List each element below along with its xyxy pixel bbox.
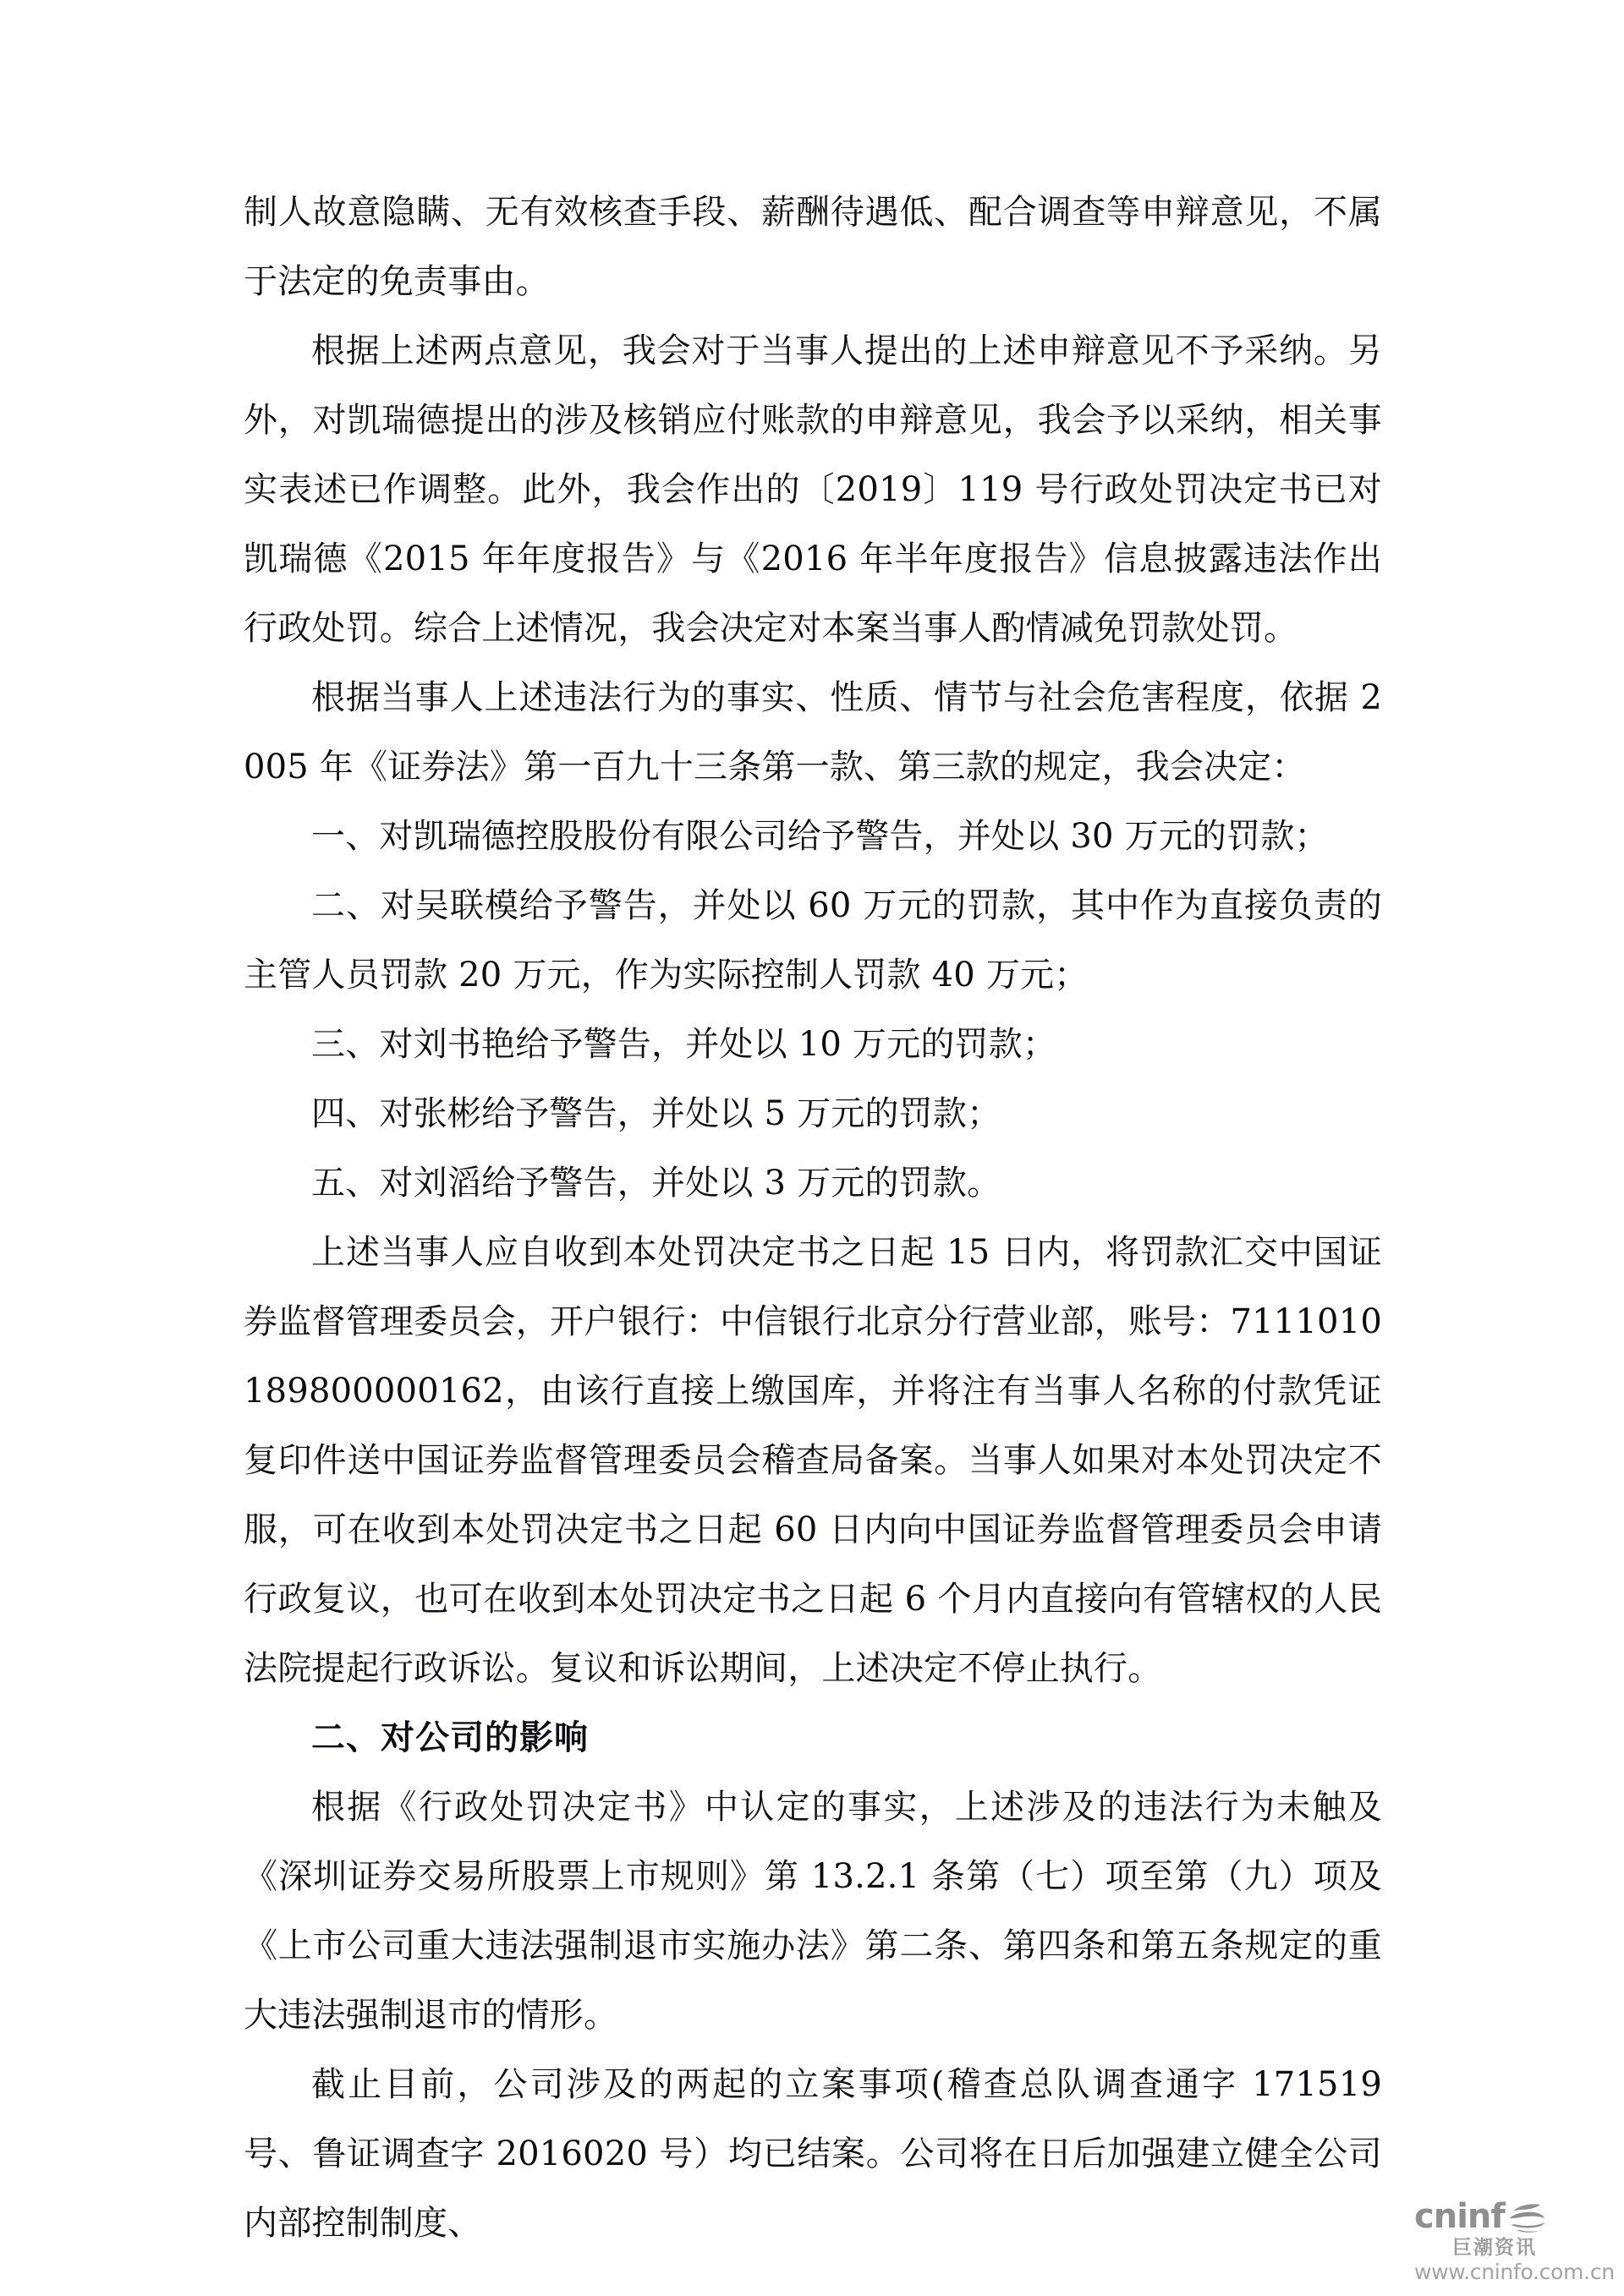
logo-url: www.cninfo.com.cn [1414,2260,1615,2284]
paragraph: 根据《行政处罚决定书》中认定的事实，上述涉及的违法行为未触及《深圳证券交易所股票上市规则》第 13.2.1 条第（七）项至第（九）项及《上市公司重大违法强制退市实施办法》第二条、第四条和第五条规定的重大违法强制退市的情形。 [244,1788,1382,2035]
paragraph: 截止目前，公司涉及的两起的立案事项(稽查总队调查通字 171519 号、鲁证调查字 2016020 号）均已结案。公司将在日后加强建立健全公司内部控制制度、 [244,2065,1382,2243]
paragraph-payment-instructions: 上述当事人应自收到本处罚决定书之日起 15 日内，将罚款汇交中国证券监督管理委员会，开户银行：中信银行北京分行营业部，账号：7111010189800000162，由该行直接上缴国库，并将注有当事人名称的付款凭证复印件送中国证券监督管理委员会稽查局备案。当事人如果对本处罚决定不服，可在收到本处罚决定书之日起 60 日内向中国证券监督管理委员会申请行政复议，也可在收到本处罚决定书之日起 6 个月内直接向有管辖权的人民法院提起行政诉讼。复议和诉讼期间，上述决定不停止执行。 [244,1233,1382,1688]
globe-icon [1508,2200,1545,2233]
penalty-list-item-1: 一、对凯瑞德控股股份有限公司给予警告，并处以 30 万元的罚款； [311,817,1329,856]
logo-brand-text: cninf [1414,2197,1505,2236]
paragraph: 根据上述两点意见，我会对于当事人提出的上述申辩意见不予采纳。另外，对凯瑞德提出的涉及核销应付账款的申辩意见，我会予以采纳，相关事实表述已作调整。此外，我会作出的〔2019〕119 号行政处罚决定书已对凯瑞德《2015 年年度报告》与《2016 年半年度报告》信息披露违法作出行政处罚。综合上述情况，我会决定对本案当事人酌情减免罚款处罚。 [244,332,1382,648]
penalty-list-item-4: 四、对张彬给予警告，并处以 5 万元的罚款； [311,1094,1001,1133]
logo-brand-chinese: 巨潮资讯 [1452,2237,1537,2259]
section-heading-company-impact: 二、对公司的影响 [311,1718,589,1757]
document-body [244,178,1382,2258]
logo-wordmark-row [1414,2197,1604,2236]
penalty-list-item-5: 五、对刘滔给予警告，并处以 3 万元的罚款。 [311,1164,1001,1203]
paragraph-continuation: 制人故意隐瞒、无有效核查手段、薪酬待遇低、配合调查等申辩意见，不属于法定的免责事由。 [244,193,1382,301]
cninfo-watermark-logo [1414,2197,1615,2285]
paragraph: 根据当事人上述违法行为的事实、性质、情节与社会危害程度，依据 2005 年《证券法》第一百九十三条第一款、第三款的规定，我会决定： [244,678,1382,786]
penalty-list-item-3: 三、对刘书艳给予警告，并处以 10 万元的罚款； [311,1025,1057,1064]
penalty-list-item-2: 二、对吴联模给予警告，并处以 60 万元的罚款，其中作为直接负责的主管人员罚款 20 万元，作为实际控制人罚款 40 万元； [244,886,1382,995]
